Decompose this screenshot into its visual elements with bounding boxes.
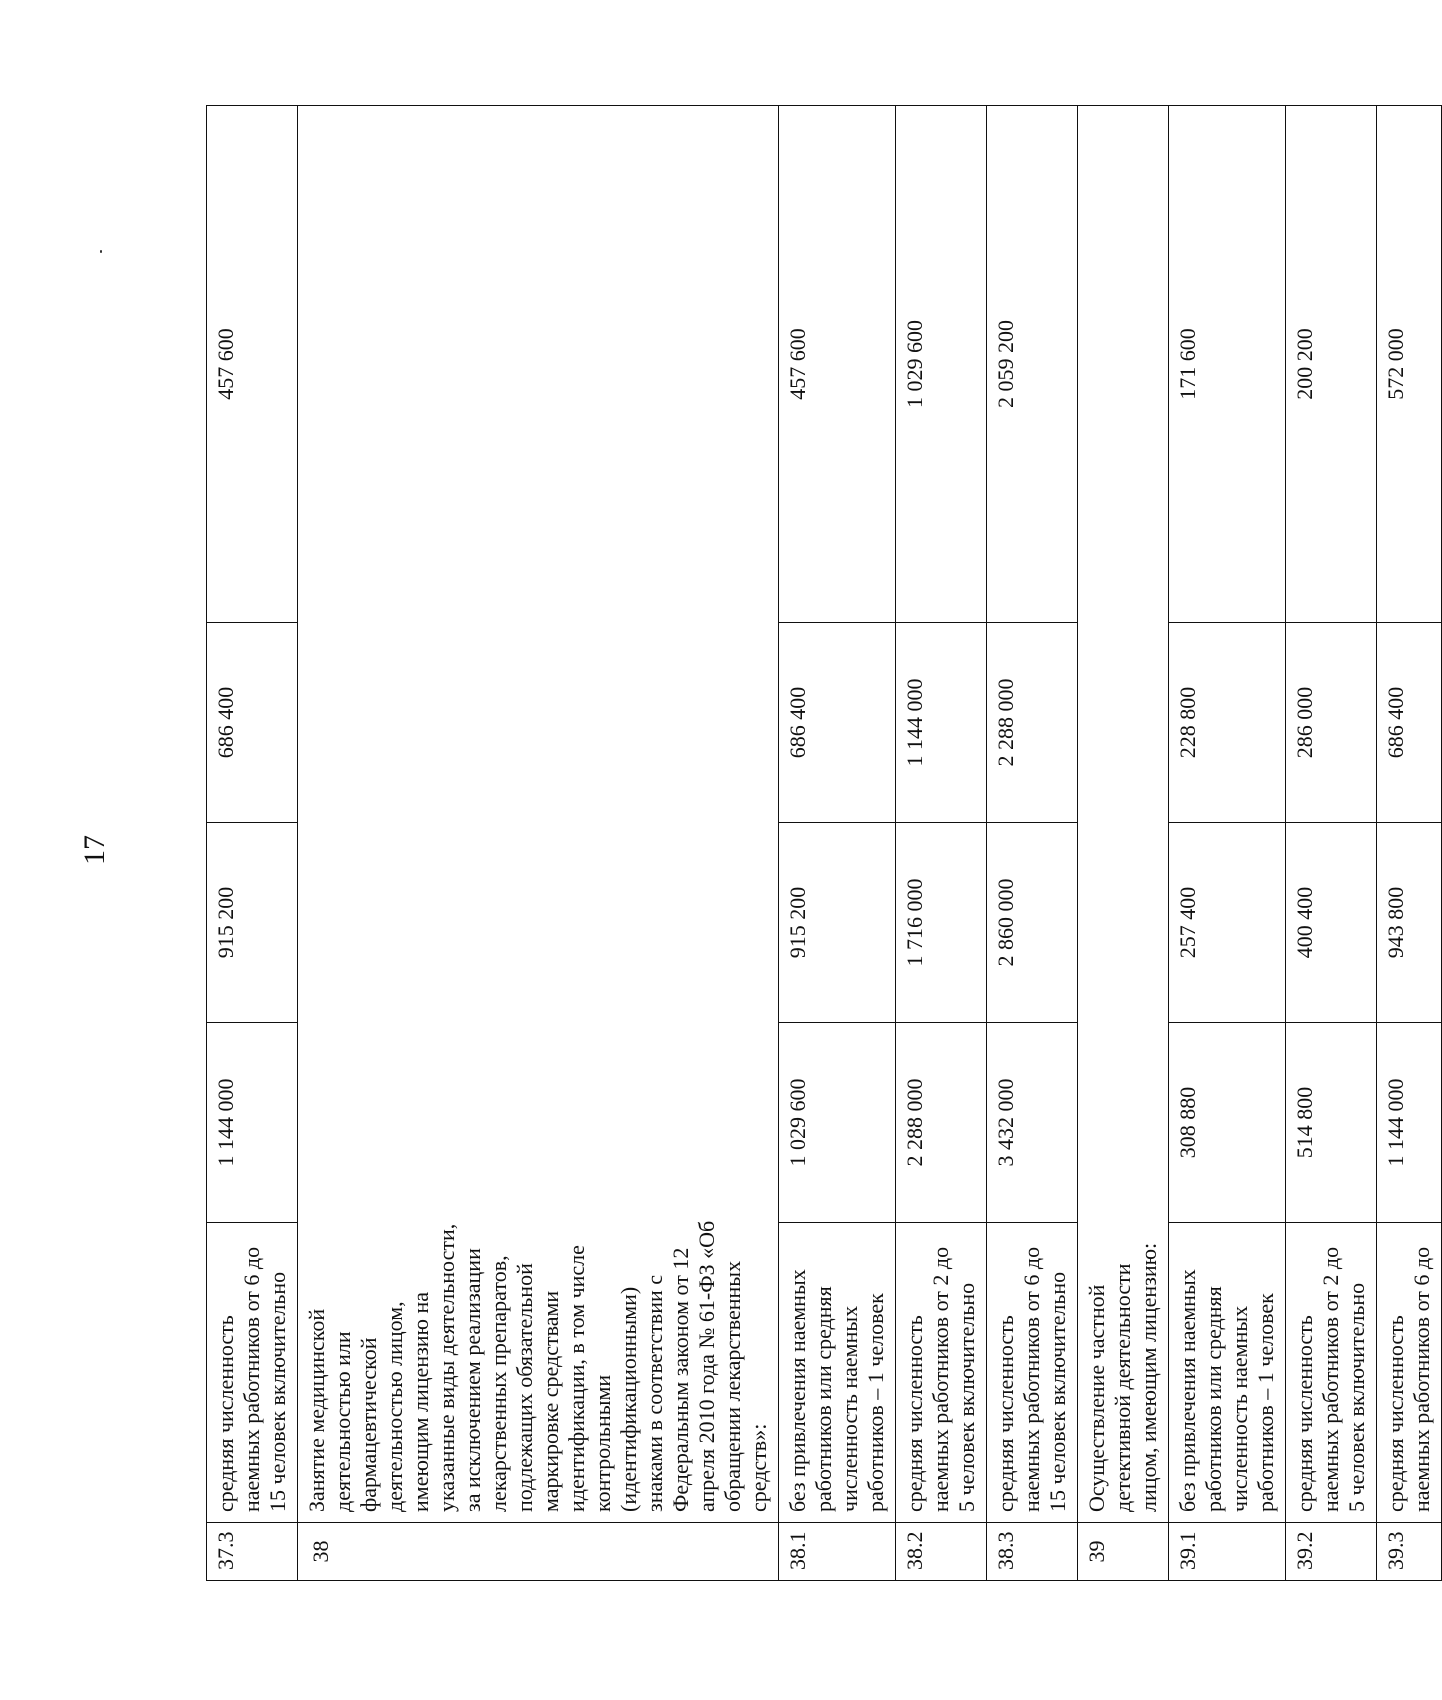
table-row xyxy=(207,106,298,1581)
row-description: средняя численность наемных работников от 6 до 15 человек включительно xyxy=(987,1223,1078,1523)
table-row xyxy=(1169,106,1286,1581)
row-number: 39 xyxy=(1078,1523,1169,1581)
table-row xyxy=(298,106,779,1581)
value-cell: 200 200 xyxy=(1286,106,1377,623)
row-number: 39.3 xyxy=(1377,1523,1442,1581)
row-number: 39.2 xyxy=(1286,1523,1377,1581)
tariff-table xyxy=(206,105,1442,1581)
value-cell: 3 432 000 xyxy=(987,1023,1078,1223)
table-row xyxy=(1286,106,1377,1581)
value-cell: 686 400 xyxy=(779,623,896,823)
page-number: 17 xyxy=(78,835,111,865)
row-description: средняя численность наемных работников от 6 до xyxy=(1377,1223,1442,1523)
value-cell: 572 000 xyxy=(1377,106,1442,623)
value-cell: 308 880 xyxy=(1169,1023,1286,1223)
table-row xyxy=(779,106,896,1581)
row-description: средняя численность наемных работников от 2 до 5 человек включительно xyxy=(1286,1223,1377,1523)
value-cell: 400 400 xyxy=(1286,823,1377,1023)
row-description: средняя численность наемных работников от 6 до 15 человек включительно xyxy=(207,1223,298,1523)
row-number: 37.3 xyxy=(207,1523,298,1581)
value-cell: 915 200 xyxy=(779,823,896,1023)
value-cell: 2 860 000 xyxy=(987,823,1078,1023)
rotated-table-wrapper xyxy=(206,106,1434,1581)
row-number: 38.2 xyxy=(896,1523,987,1581)
row-number: 38.3 xyxy=(987,1523,1078,1581)
table-row xyxy=(987,106,1078,1581)
value-cell: 1 144 000 xyxy=(896,623,987,823)
row-description: без привлечения наемных работников или средняя численность наемных работников – 1 человек xyxy=(779,1223,896,1523)
value-cell: 171 600 xyxy=(1169,106,1286,623)
table-row xyxy=(1078,106,1169,1581)
value-cell: 686 400 xyxy=(207,623,298,823)
value-cell: 257 400 xyxy=(1169,823,1286,1023)
row-description: Осуществление частной детективной деятельности лицом, имеющим лицензию: xyxy=(1078,106,1169,1523)
value-cell: 1 144 000 xyxy=(1377,1023,1442,1223)
value-cell: 1 716 000 xyxy=(896,823,987,1023)
value-cell: 457 600 xyxy=(207,106,298,623)
value-cell: 228 800 xyxy=(1169,623,1286,823)
row-number: 38 xyxy=(298,1523,779,1581)
value-cell: 2 288 000 xyxy=(987,623,1078,823)
value-cell: 943 800 xyxy=(1377,823,1442,1023)
value-cell: 1 029 600 xyxy=(896,106,987,623)
value-cell: 514 800 xyxy=(1286,1023,1377,1223)
value-cell: 1 029 600 xyxy=(779,1023,896,1223)
row-number: 39.1 xyxy=(1169,1523,1286,1581)
row-description: Занятие медицинской деятельностью или фармацевтической деятельностью лицом, имеющим лицензию на указанные виды деятельности, за исключением реализации лекарственных препаратов, подлежащих обязательной маркировке средствами идентификации, в том числе контрольными (идентификационными) знаками в соответствии с Федеральным законом от 12 апреля 2010 года № 61-ФЗ «Об обращении лекарственных средств»: xyxy=(298,106,779,1523)
row-description: средняя численность наемных работников от 2 до 5 человек включительно xyxy=(896,1223,987,1523)
table-row xyxy=(1377,106,1442,1581)
value-cell: 2 059 200 xyxy=(987,106,1078,623)
value-cell: 686 400 xyxy=(1377,623,1442,823)
value-cell: 2 288 000 xyxy=(896,1023,987,1223)
scan-speck xyxy=(100,250,102,253)
value-cell: 286 000 xyxy=(1286,623,1377,823)
value-cell: 915 200 xyxy=(207,823,298,1023)
row-description: без привлечения наемных работников или средняя численность наемных работников – 1 человек xyxy=(1169,1223,1286,1523)
row-number: 38.1 xyxy=(779,1523,896,1581)
value-cell: 1 144 000 xyxy=(207,1023,298,1223)
table-row xyxy=(896,106,987,1581)
value-cell: 457 600 xyxy=(779,106,896,623)
